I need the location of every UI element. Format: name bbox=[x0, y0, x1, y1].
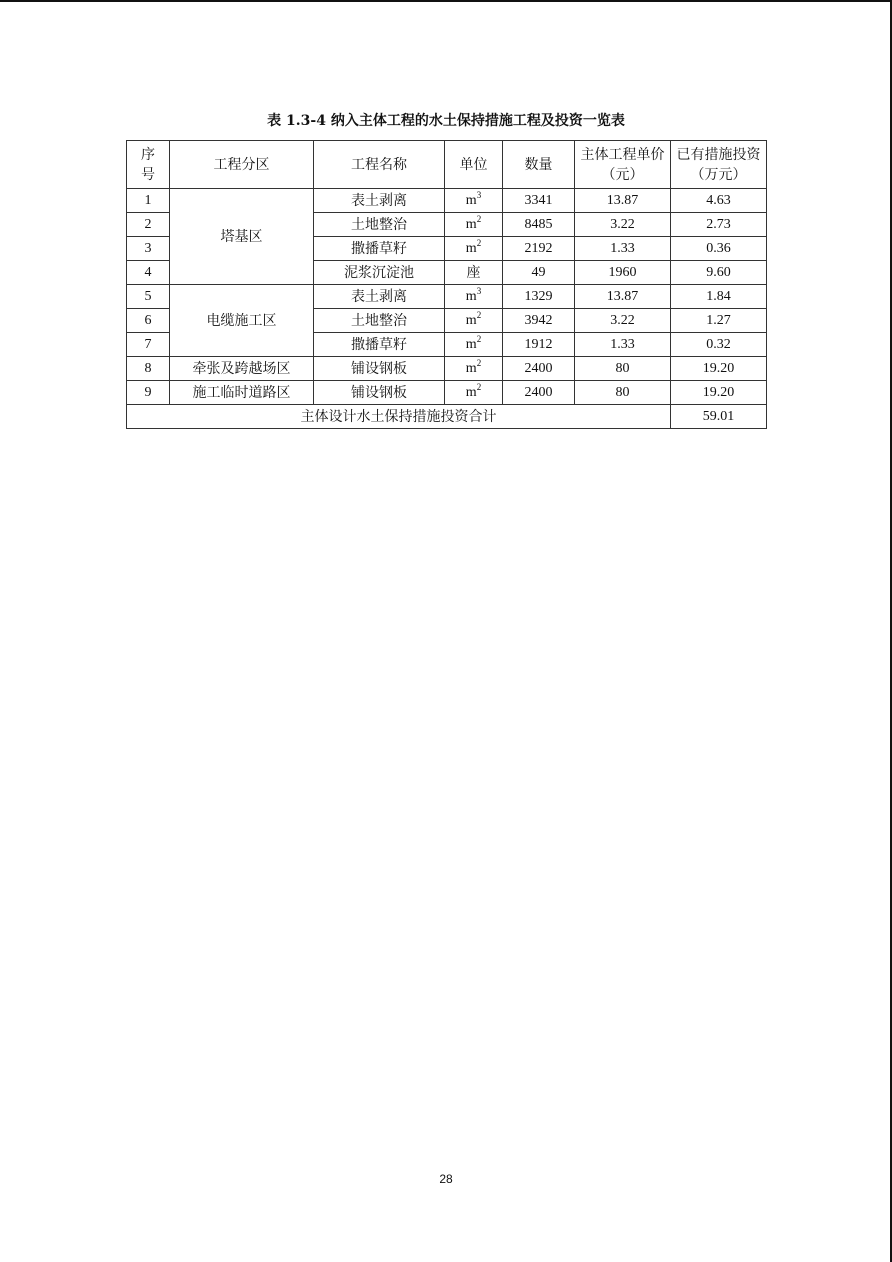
header-row bbox=[127, 141, 767, 189]
header-zone: 工程分区 bbox=[170, 141, 314, 189]
row-no: 8 bbox=[127, 357, 170, 381]
row-qty: 49 bbox=[503, 261, 575, 285]
row-unit: $m^2$ bbox=[445, 237, 503, 261]
row-name: 撒播草籽 bbox=[314, 333, 445, 357]
row-name: 土地整治 bbox=[314, 309, 445, 333]
row-no: 9 bbox=[127, 381, 170, 405]
row-price: 80 bbox=[575, 381, 671, 405]
header-index: 序 号 bbox=[127, 141, 170, 189]
row-price: 80 bbox=[575, 357, 671, 381]
row-investment: 4.63 bbox=[671, 189, 767, 213]
row-name: 土地整治 bbox=[314, 213, 445, 237]
row-unit: $m^2$ bbox=[445, 309, 503, 333]
row-no: 6 bbox=[127, 309, 170, 333]
table-title: 表 1.3-4 纳入主体工程的水土保持措施工程及投资一览表 bbox=[267, 113, 625, 129]
header-qty: 数量 bbox=[503, 141, 575, 189]
table-row bbox=[127, 285, 767, 309]
row-no: 3 bbox=[127, 237, 170, 261]
row-qty: 3942 bbox=[503, 309, 575, 333]
table-row bbox=[127, 357, 767, 381]
row-investment: 1.27 bbox=[671, 309, 767, 333]
row-investment: 2.73 bbox=[671, 213, 767, 237]
row-price: 1960 bbox=[575, 261, 671, 285]
row-qty: 2400 bbox=[503, 357, 575, 381]
row-name: 铺设钢板 bbox=[314, 381, 445, 405]
page-number: 28 bbox=[439, 1172, 453, 1186]
zone-cell: 牵张及跨越场区 bbox=[170, 357, 314, 381]
row-qty: 3341 bbox=[503, 189, 575, 213]
header-name: 工程名称 bbox=[314, 141, 445, 189]
zone-cell: 电缆施工区 bbox=[170, 285, 314, 357]
row-unit: 座 bbox=[445, 261, 503, 285]
row-name: 铺设钢板 bbox=[314, 357, 445, 381]
header-price: 主体工程单价 （元） bbox=[575, 141, 671, 189]
header-unit: 单位 bbox=[445, 141, 503, 189]
row-qty: 1329 bbox=[503, 285, 575, 309]
row-no: 4 bbox=[127, 261, 170, 285]
row-price: 3.22 bbox=[575, 309, 671, 333]
row-investment: 0.36 bbox=[671, 237, 767, 261]
zone-cell: 施工临时道路区 bbox=[170, 381, 314, 405]
row-name: 泥浆沉淀池 bbox=[314, 261, 445, 285]
row-no: 1 bbox=[127, 189, 170, 213]
total-row bbox=[127, 405, 767, 429]
row-qty: 2400 bbox=[503, 381, 575, 405]
investment-table bbox=[126, 140, 767, 429]
zone-cell: 塔基区 bbox=[170, 189, 314, 285]
row-price: 13.87 bbox=[575, 285, 671, 309]
table-row bbox=[127, 381, 767, 405]
row-investment: 19.20 bbox=[671, 357, 767, 381]
row-investment: 0.32 bbox=[671, 333, 767, 357]
row-investment: 9.60 bbox=[671, 261, 767, 285]
row-no: 2 bbox=[127, 213, 170, 237]
row-qty: 8485 bbox=[503, 213, 575, 237]
row-investment: 1.84 bbox=[671, 285, 767, 309]
row-price: 13.87 bbox=[575, 189, 671, 213]
row-unit: $m^2$ bbox=[445, 357, 503, 381]
row-unit: $m^2$ bbox=[445, 213, 503, 237]
row-price: 1.33 bbox=[575, 333, 671, 357]
row-qty: 1912 bbox=[503, 333, 575, 357]
row-unit: $m^2$ bbox=[445, 333, 503, 357]
row-no: 7 bbox=[127, 333, 170, 357]
table-row bbox=[127, 189, 767, 213]
row-price: 1.33 bbox=[575, 237, 671, 261]
row-name: 撒播草籽 bbox=[314, 237, 445, 261]
row-name: 表土剥离 bbox=[314, 189, 445, 213]
top-border-line bbox=[0, 0, 892, 2]
row-qty: 2192 bbox=[503, 237, 575, 261]
row-unit: $m^2$ bbox=[445, 381, 503, 405]
row-no: 5 bbox=[127, 285, 170, 309]
header-investment: 已有措施投资 （万元） bbox=[671, 141, 767, 189]
total-label: 主体设计水土保持措施投资合计 bbox=[127, 405, 671, 429]
row-investment: 19.20 bbox=[671, 381, 767, 405]
row-unit: $m^3$ bbox=[445, 189, 503, 213]
row-name: 表土剥离 bbox=[314, 285, 445, 309]
row-price: 3.22 bbox=[575, 213, 671, 237]
row-unit: $m^3$ bbox=[445, 285, 503, 309]
total-value: 59.01 bbox=[671, 405, 767, 429]
